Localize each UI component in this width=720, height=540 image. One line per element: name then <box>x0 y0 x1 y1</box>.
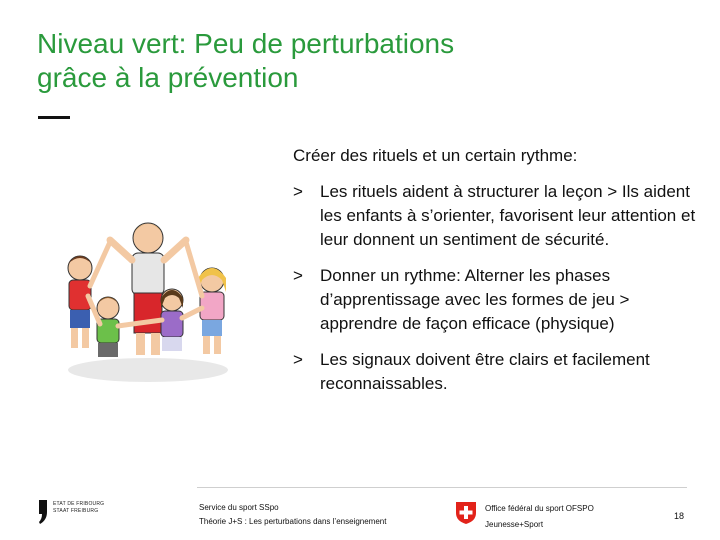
swiss-cross-icon <box>454 501 478 525</box>
footer-right <box>485 501 594 533</box>
footer-left <box>199 501 386 529</box>
bullet-marker: > <box>293 182 303 201</box>
footer-program: Jeunesse+Sport <box>485 520 544 529</box>
page-number: 18 <box>674 511 685 521</box>
bullet-item <box>293 348 703 396</box>
bullet-text: Les rituels aident à structurer la leçon > Ils aident les enfants à s’orienter, favorisent leur attention et leur donnent un sentiment de sécurité. <box>320 182 696 249</box>
footer-service: Service du sport SSpo <box>199 503 279 512</box>
lead-text: Créer des rituels et un certain rythme: <box>293 146 578 165</box>
title-underline <box>38 116 70 119</box>
footer-course: Théorie J+S : Les perturbations dans l’enseignement <box>199 517 387 526</box>
slide-title <box>37 27 677 95</box>
fribourg-logo-line-2: STAAT FREIBURG <box>53 508 99 514</box>
fribourg-logo-text <box>53 501 104 515</box>
bullet-marker: > <box>293 350 303 369</box>
footer-office: Office fédéral du sport OFSPO <box>485 504 594 513</box>
bullet-item <box>293 264 703 336</box>
fribourg-logo-line-1: ETAT DE FRIBOURG <box>53 501 105 507</box>
children-circle-illustration <box>40 200 250 390</box>
slide-title-line-1: Niveau vert: Peu de perturbations <box>37 28 455 59</box>
bullet-text: Donner un rythme: Alterner les phases d’apprentissage avec les formes de jeu > apprendre de façon efficace (physique) <box>320 266 630 333</box>
fribourg-logo <box>38 500 108 526</box>
bullet-text: Les signaux doivent être clairs et facilement reconnaissables. <box>320 350 650 393</box>
content-block <box>293 144 703 408</box>
bullet-marker: > <box>293 266 303 285</box>
fribourg-comma-logo <box>38 500 48 524</box>
slide-title-line-2: grâce à la prévention <box>37 62 299 93</box>
bullet-item <box>293 180 703 252</box>
footer-divider <box>197 487 687 488</box>
